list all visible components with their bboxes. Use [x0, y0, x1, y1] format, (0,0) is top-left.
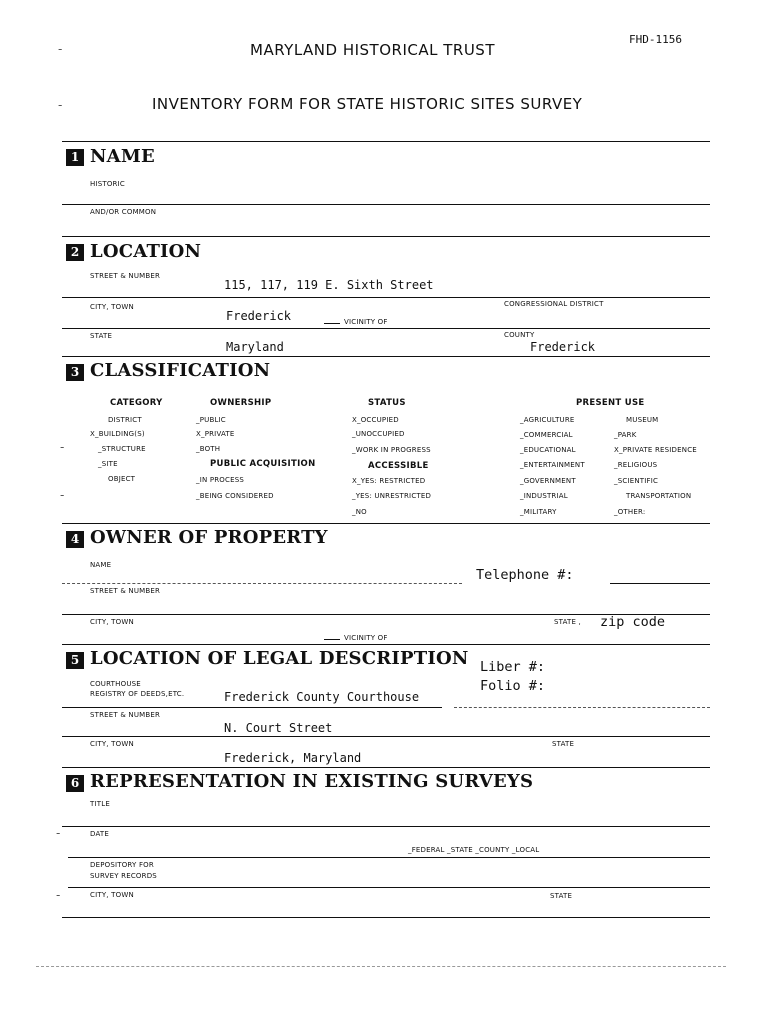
section-title-owner: OWNER OF PROPERTY — [90, 527, 328, 548]
survey-title-label: TITLE — [90, 800, 110, 808]
liber-label: Liber #: — [480, 659, 546, 675]
rule — [454, 707, 710, 708]
rule — [62, 583, 462, 584]
survey-city-label: CITY, TOWN — [90, 891, 134, 899]
section-number: 4 — [66, 531, 84, 548]
ownership-option: X_PRIVATE — [196, 430, 235, 438]
street-value: 115, 117, 119 E. Sixth Street — [224, 278, 434, 292]
category-option: OBJECT — [108, 475, 136, 483]
margin-mark: - — [58, 98, 63, 112]
category-option: _STRUCTURE — [98, 445, 146, 453]
rule — [62, 917, 710, 918]
section-number: 3 — [66, 364, 84, 381]
accessible-option: _NO — [352, 508, 367, 516]
legal-city-label: CITY, TOWN — [90, 740, 134, 748]
acquisition-heading: PUBLIC ACQUISITION — [210, 459, 316, 469]
use-option: _EDUCATIONAL — [520, 446, 576, 454]
legal-street-label: STREET & NUMBER — [90, 711, 161, 719]
status-option: _UNOCCUPIED — [352, 430, 405, 438]
use-option: _AGRICULTURE — [520, 416, 575, 424]
use-option: X_PRIVATE RESIDENCE — [614, 446, 697, 454]
section-number: 6 — [66, 775, 84, 792]
acquisition-option: _IN PROCESS — [196, 476, 245, 484]
rule — [62, 141, 710, 142]
registry-label: REGISTRY OF DEEDS,ETC. — [90, 690, 185, 698]
county-value: Frederick — [530, 340, 596, 354]
rule — [62, 236, 710, 237]
historic-label: HISTORIC — [90, 180, 125, 188]
section-number: 2 — [66, 244, 84, 261]
section-title-classification: CLASSIFICATION — [90, 360, 271, 381]
bottom-rule — [36, 966, 726, 967]
rule — [610, 583, 710, 584]
rule — [68, 887, 710, 888]
margin-mark: - — [56, 826, 61, 840]
rule — [62, 767, 710, 768]
present-use-heading: PRESENT USE — [576, 398, 645, 408]
section-title-location: LOCATION — [90, 241, 202, 262]
zip-code-label: zip code — [600, 614, 666, 630]
category-heading: CATEGORY — [110, 398, 163, 408]
status-heading: STATUS — [368, 398, 406, 408]
header-subtitle: INVENTORY FORM FOR STATE HISTORIC SITES SURVEY — [152, 95, 583, 113]
category-option: X_BUILDING(S) — [90, 430, 145, 438]
rule — [68, 857, 710, 858]
owner-state-label: STATE , — [554, 618, 581, 626]
category-option: DISTRICT — [108, 416, 142, 424]
accessible-heading: ACCESSIBLE — [368, 461, 429, 471]
owner-city-label: CITY, TOWN — [90, 618, 134, 626]
rule — [62, 328, 710, 329]
rule — [62, 707, 442, 708]
rule — [62, 297, 710, 298]
state-label: STATE — [90, 332, 113, 340]
legal-city-value: Frederick, Maryland — [224, 751, 362, 765]
use-option: _ENTERTAINMENT — [520, 461, 585, 469]
city-value: Frederick — [226, 309, 292, 323]
margin-mark: - — [56, 888, 61, 902]
section-number: 5 — [66, 652, 84, 669]
vicinity-blank — [324, 323, 340, 324]
acquisition-option: _BEING CONSIDERED — [196, 492, 274, 500]
margin-mark: - — [60, 440, 65, 454]
congressional-label: CONGRESSIONAL DISTRICT — [504, 300, 604, 308]
use-option: _COMMERCIAL — [520, 431, 573, 439]
use-option: _RELIGIOUS — [614, 461, 658, 469]
rule — [62, 644, 710, 645]
courthouse-label: COURTHOUSE — [90, 680, 141, 688]
section-title-surveys: REPRESENTATION IN EXISTING SURVEYS — [90, 771, 534, 792]
street-label: STREET & NUMBER — [90, 272, 161, 280]
section-title-name: NAME — [90, 146, 155, 167]
accessible-option: _YES: UNRESTRICTED — [352, 492, 432, 500]
margin-mark: - — [58, 42, 63, 56]
status-option: _WORK IN PROGRESS — [352, 446, 431, 454]
rule — [62, 736, 710, 737]
folio-label: Folio #: — [480, 678, 546, 694]
owner-name-label: NAME — [90, 561, 112, 569]
ownership-heading: OWNERSHIP — [210, 398, 272, 408]
legal-state-label: STATE — [552, 740, 575, 748]
ownership-option: _PUBLIC — [196, 416, 226, 424]
status-option: X_OCCUPIED — [352, 416, 399, 424]
use-option: _SCIENTIFIC — [614, 477, 659, 485]
legal-street-value: N. Court Street — [224, 721, 333, 735]
depository-label: DEPOSITORY FOR — [90, 861, 154, 869]
courthouse-value: Frederick County Courthouse — [224, 690, 420, 704]
common-label: AND/OR COMMON — [90, 208, 157, 216]
telephone-label: Telephone #: — [476, 567, 574, 583]
survey-date-label: DATE — [90, 830, 110, 838]
use-option: _MILITARY — [520, 508, 557, 516]
survey-levels: _FEDERAL _STATE _COUNTY _LOCAL — [408, 846, 540, 854]
form-id: FHD-1156 — [629, 33, 682, 46]
use-option: _GOVERNMENT — [520, 477, 576, 485]
use-option: _PARK — [614, 431, 637, 439]
section-number: 1 — [66, 149, 84, 166]
rule — [62, 204, 710, 205]
rule — [62, 826, 710, 827]
vicinity-blank — [324, 639, 340, 640]
margin-mark: - — [60, 488, 65, 502]
owner-vicinity-label: VICINITY OF — [344, 634, 388, 642]
vicinity-label: VICINITY OF — [344, 318, 388, 326]
survey-state-label: STATE — [550, 892, 573, 900]
owner-street-label: STREET & NUMBER — [90, 587, 161, 595]
county-label: COUNTY — [504, 331, 535, 339]
rule — [62, 356, 710, 357]
rule — [62, 523, 710, 524]
city-label: CITY, TOWN — [90, 303, 134, 311]
depository-label: SURVEY RECORDS — [90, 872, 157, 880]
use-option: _INDUSTRIAL — [520, 492, 568, 500]
accessible-option: X_YES: RESTRICTED — [352, 477, 426, 485]
header-title: MARYLAND HISTORICAL TRUST — [250, 41, 495, 59]
use-option: _OTHER: — [614, 508, 646, 516]
category-option: _SITE — [98, 460, 118, 468]
use-option: MUSEUM — [626, 416, 659, 424]
use-option: TRANSPORTATION — [626, 492, 692, 500]
state-value: Maryland — [226, 340, 284, 354]
ownership-option: _BOTH — [196, 445, 221, 453]
section-title-legal: LOCATION OF LEGAL DESCRIPTION — [90, 648, 469, 669]
